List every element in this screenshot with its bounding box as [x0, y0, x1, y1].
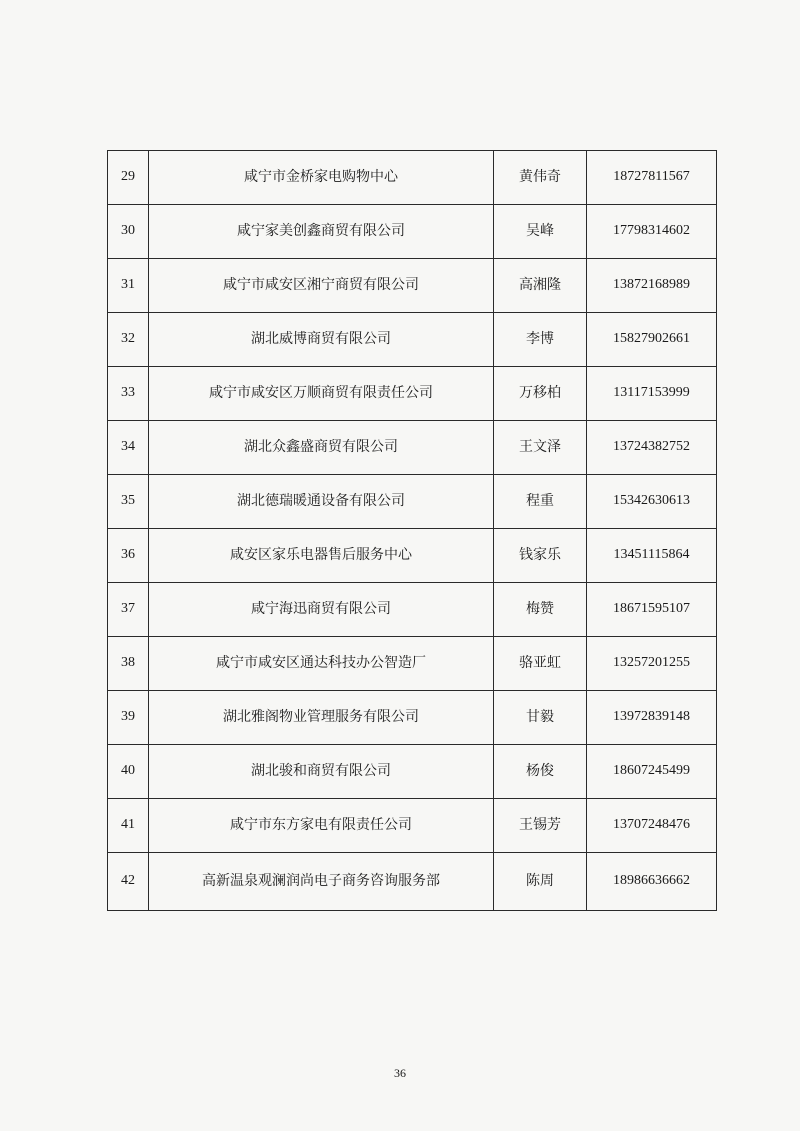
row-number-cell: 35 — [108, 475, 149, 529]
company-name-cell: 咸宁市咸安区湘宁商贸有限公司 — [149, 259, 494, 313]
page-number: 36 — [394, 1066, 406, 1080]
table-row — [108, 367, 717, 421]
contact-person-cell: 骆亚虹 — [494, 637, 587, 691]
company-name-cell: 湖北德瑞暖通设备有限公司 — [149, 475, 494, 529]
contact-person-cell: 万移柏 — [494, 367, 587, 421]
company-name-cell: 湖北威博商贸有限公司 — [149, 313, 494, 367]
table-row — [108, 313, 717, 367]
table-row — [108, 799, 717, 853]
contact-person-cell: 吴峰 — [494, 205, 587, 259]
contact-person-cell: 黄伟奇 — [494, 151, 587, 205]
contact-person-cell: 高湘隆 — [494, 259, 587, 313]
row-number-cell: 29 — [108, 151, 149, 205]
company-name-cell: 咸宁市咸安区通达科技办公智造厂 — [149, 637, 494, 691]
phone-number-cell: 18727811567 — [587, 151, 717, 205]
company-name-cell: 咸安区家乐电器售后服务中心 — [149, 529, 494, 583]
phone-number-cell: 18671595107 — [587, 583, 717, 637]
phone-number-cell: 18607245499 — [587, 745, 717, 799]
company-name-cell: 咸宁家美创鑫商贸有限公司 — [149, 205, 494, 259]
company-name-cell: 湖北众鑫盛商贸有限公司 — [149, 421, 494, 475]
table-row — [108, 475, 717, 529]
company-name-cell: 高新温泉观澜润尚电子商务咨询服务部 — [149, 853, 494, 911]
phone-number-cell: 17798314602 — [587, 205, 717, 259]
table-row — [108, 853, 717, 911]
phone-number-cell: 13972839148 — [587, 691, 717, 745]
company-name-cell: 湖北雅阁物业管理服务有限公司 — [149, 691, 494, 745]
phone-number-cell: 13451115864 — [587, 529, 717, 583]
phone-number-cell: 18986636662 — [587, 853, 717, 911]
row-number-cell: 37 — [108, 583, 149, 637]
row-number-cell: 36 — [108, 529, 149, 583]
phone-number-cell: 13707248476 — [587, 799, 717, 853]
row-number-cell: 39 — [108, 691, 149, 745]
company-name-cell: 咸宁市东方家电有限责任公司 — [149, 799, 494, 853]
phone-number-cell: 13724382752 — [587, 421, 717, 475]
row-number-cell: 31 — [108, 259, 149, 313]
contact-person-cell: 王锡芳 — [494, 799, 587, 853]
company-name-cell: 咸宁市咸安区万顺商贸有限责任公司 — [149, 367, 494, 421]
table-row — [108, 691, 717, 745]
table-row — [108, 745, 717, 799]
row-number-cell: 38 — [108, 637, 149, 691]
contact-person-cell: 甘毅 — [494, 691, 587, 745]
row-number-cell: 42 — [108, 853, 149, 911]
phone-number-cell: 15827902661 — [587, 313, 717, 367]
row-number-cell: 41 — [108, 799, 149, 853]
contact-person-cell: 程重 — [494, 475, 587, 529]
table-row — [108, 259, 717, 313]
contact-person-cell: 梅赞 — [494, 583, 587, 637]
contact-person-cell: 王文泽 — [494, 421, 587, 475]
table-row — [108, 205, 717, 259]
table-row — [108, 421, 717, 475]
row-number-cell: 32 — [108, 313, 149, 367]
contact-person-cell: 陈周 — [494, 853, 587, 911]
company-name-cell: 湖北骏和商贸有限公司 — [149, 745, 494, 799]
phone-number-cell: 13117153999 — [587, 367, 717, 421]
row-number-cell: 40 — [108, 745, 149, 799]
contact-person-cell: 杨俊 — [494, 745, 587, 799]
row-number-cell: 30 — [108, 205, 149, 259]
table-row — [108, 529, 717, 583]
phone-number-cell: 13872168989 — [587, 259, 717, 313]
company-name-cell: 咸宁市金桥家电购物中心 — [149, 151, 494, 205]
row-number-cell: 33 — [108, 367, 149, 421]
company-name-cell: 咸宁海迅商贸有限公司 — [149, 583, 494, 637]
table-row — [108, 583, 717, 637]
contact-person-cell: 李博 — [494, 313, 587, 367]
table-body — [108, 151, 717, 911]
table-row — [108, 151, 717, 205]
company-contact-table — [107, 150, 717, 911]
phone-number-cell: 13257201255 — [587, 637, 717, 691]
row-number-cell: 34 — [108, 421, 149, 475]
contact-person-cell: 钱家乐 — [494, 529, 587, 583]
table-row — [108, 637, 717, 691]
phone-number-cell: 15342630613 — [587, 475, 717, 529]
